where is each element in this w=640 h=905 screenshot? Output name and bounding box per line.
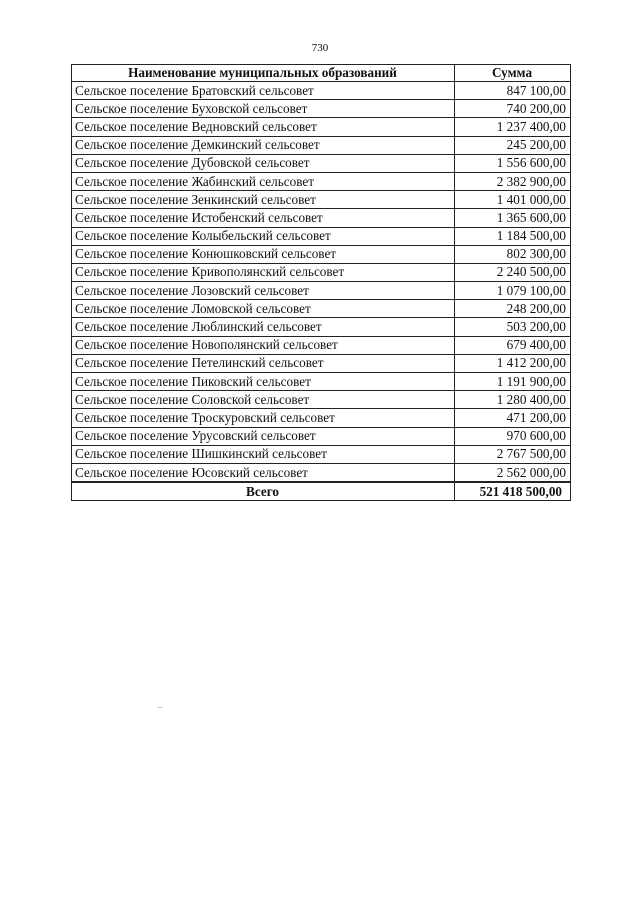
row-sum: 1 184 500,00	[455, 227, 571, 245]
municipal-sums-table	[71, 64, 571, 501]
table-row	[72, 82, 571, 100]
header-sum: Сумма	[455, 65, 571, 82]
row-sum: 1 412 200,00	[455, 354, 571, 372]
header-name: Наименование муниципальных образований	[72, 65, 455, 82]
row-name: Сельское поселение Колыбельский сельсовет	[72, 227, 455, 245]
row-name: Сельское поселение Дубовской сельсовет	[72, 154, 455, 172]
row-name: Сельское поселение Демкинский сельсовет	[72, 136, 455, 154]
table-row	[72, 336, 571, 354]
table-row	[72, 282, 571, 300]
row-name: Сельское поселение Конюшковский сельсовет	[72, 245, 455, 263]
scan-speck	[158, 707, 162, 708]
table-row	[72, 354, 571, 372]
row-sum: 1 556 600,00	[455, 154, 571, 172]
row-name: Сельское поселение Урусовский сельсовет	[72, 427, 455, 445]
table-row	[72, 445, 571, 463]
row-name: Сельское поселение Ломовской сельсовет	[72, 300, 455, 318]
row-sum: 2 767 500,00	[455, 445, 571, 463]
row-name: Сельское поселение Пиковский сельсовет	[72, 373, 455, 391]
table-row	[72, 118, 571, 136]
table-row	[72, 427, 571, 445]
table-row	[72, 373, 571, 391]
row-name: Сельское поселение Юсовский сельсовет	[72, 463, 455, 482]
total-row	[72, 482, 571, 501]
table-header-row	[72, 65, 571, 82]
table-row	[72, 154, 571, 172]
row-sum: 740 200,00	[455, 100, 571, 118]
table-row	[72, 245, 571, 263]
row-name: Сельское поселение Шишкинский сельсовет	[72, 445, 455, 463]
row-sum: 1 237 400,00	[455, 118, 571, 136]
row-name: Сельское поселение Зенкинский сельсовет	[72, 191, 455, 209]
row-name: Сельское поселение Троскуровский сельсовет	[72, 409, 455, 427]
row-sum: 245 200,00	[455, 136, 571, 154]
row-sum: 471 200,00	[455, 409, 571, 427]
row-name: Сельское поселение Ведновский сельсовет	[72, 118, 455, 136]
row-name: Сельское поселение Соловской сельсовет	[72, 391, 455, 409]
row-sum: 2 562 000,00	[455, 463, 571, 482]
table-row	[72, 227, 571, 245]
row-sum: 1 079 100,00	[455, 282, 571, 300]
row-name: Сельское поселение Люблинский сельсовет	[72, 318, 455, 336]
row-sum: 2 240 500,00	[455, 263, 571, 281]
row-name: Сельское поселение Петелинский сельсовет	[72, 354, 455, 372]
table-row	[72, 391, 571, 409]
row-name: Сельское поселение Истобенский сельсовет	[72, 209, 455, 227]
page-number: 730	[311, 42, 329, 54]
row-sum: 802 300,00	[455, 245, 571, 263]
row-name: Сельское поселение Буховской сельсовет	[72, 100, 455, 118]
table-row	[72, 263, 571, 281]
table-row	[72, 100, 571, 118]
table-row	[72, 136, 571, 154]
table-row	[72, 191, 571, 209]
row-sum: 503 200,00	[455, 318, 571, 336]
table-row	[72, 409, 571, 427]
row-name: Сельское поселение Жабинский сельсовет	[72, 172, 455, 190]
table-row	[72, 209, 571, 227]
row-sum: 970 600,00	[455, 427, 571, 445]
row-sum: 847 100,00	[455, 82, 571, 100]
row-sum: 1 191 900,00	[455, 373, 571, 391]
row-sum: 1 401 000,00	[455, 191, 571, 209]
row-sum: 679 400,00	[455, 336, 571, 354]
row-name: Сельское поселение Новополянский сельсовет	[72, 336, 455, 354]
row-sum: 1 365 600,00	[455, 209, 571, 227]
table-row	[72, 463, 571, 482]
row-sum: 248 200,00	[455, 300, 571, 318]
row-sum: 2 382 900,00	[455, 172, 571, 190]
total-sum: 521 418 500,00	[455, 482, 571, 501]
row-sum: 1 280 400,00	[455, 391, 571, 409]
row-name: Сельское поселение Лозовский сельсовет	[72, 282, 455, 300]
table-row	[72, 300, 571, 318]
row-name: Сельское поселение Братовский сельсовет	[72, 82, 455, 100]
total-label: Всего	[72, 482, 455, 501]
table-row	[72, 172, 571, 190]
table-row	[72, 318, 571, 336]
row-name: Сельское поселение Кривополянский сельсовет	[72, 263, 455, 281]
